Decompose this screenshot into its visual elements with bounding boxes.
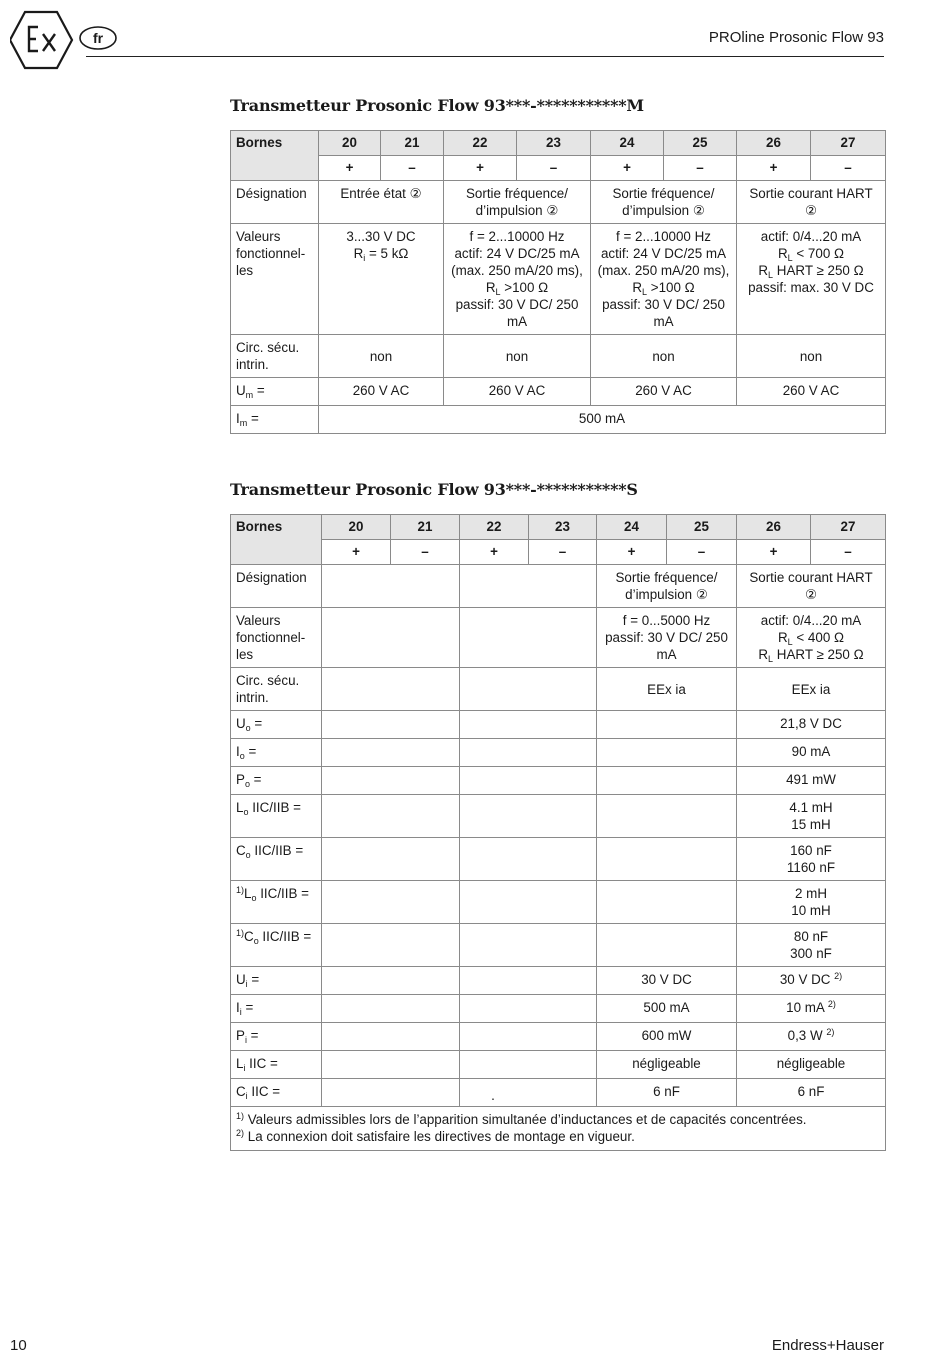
- empty-cell: [460, 1051, 597, 1079]
- table-s: [230, 514, 886, 1151]
- circ-label: Circ. sécu. intrin.: [231, 668, 322, 711]
- parameter-row: [231, 767, 886, 795]
- empty-cell: [460, 565, 597, 608]
- bornes-label: Bornes: [231, 515, 322, 565]
- parameter-value-24: [597, 838, 737, 881]
- designation-cell: Sortie fréquence/ d’impulsion ②: [444, 181, 591, 224]
- designation-row: [231, 181, 886, 224]
- brand-name: Endress+Hauser: [771, 1337, 884, 1354]
- terminal-22: 22: [460, 515, 529, 540]
- parameter-value-26: négligeable: [737, 1051, 886, 1079]
- empty-cell: [460, 608, 597, 668]
- parameter-row: [231, 995, 886, 1023]
- terminal-21: 21: [391, 515, 460, 540]
- empty-cell: [322, 711, 460, 739]
- designation-row: [231, 565, 886, 608]
- terminal-27: 27: [811, 131, 886, 156]
- empty-cell: [322, 838, 460, 881]
- circ-cell: EEx ia: [737, 668, 886, 711]
- parameter-value-24: [597, 767, 737, 795]
- table-m: [230, 130, 886, 434]
- parameter-label: $I_o$ =: [231, 739, 322, 767]
- terminal-26: 26: [737, 515, 811, 540]
- parameter-value-24: [597, 881, 737, 924]
- empty-cell: [322, 608, 460, 668]
- footnote-mark: 1): [236, 1111, 245, 1121]
- parameter-value-26: 2 mH 10 mH: [737, 881, 886, 924]
- valeurs-label: Valeurs fonctionnel- les: [231, 608, 322, 668]
- parameter-row: [231, 838, 886, 881]
- im-cell: 500 mA: [319, 406, 886, 434]
- designation-cell: Sortie courant HART ②: [737, 565, 886, 608]
- um-cell: 260 V AC: [444, 378, 591, 406]
- parameter-value-24: [597, 711, 737, 739]
- empty-cell: [322, 668, 460, 711]
- empty-cell: [460, 767, 597, 795]
- polarity-sign: +: [737, 540, 811, 565]
- designation-cell: Sortie fréquence/ d’impulsion ②: [597, 565, 737, 608]
- section-m-title: Transmetteur Prosonic Flow 93***-***********M: [230, 96, 644, 115]
- parameter-label: $L_o$ IIC/IIB =: [231, 795, 322, 838]
- empty-cell: [460, 967, 597, 995]
- um-cell: 260 V AC: [319, 378, 444, 406]
- parameter-value-24: 600 mW: [597, 1023, 737, 1051]
- valeurs-cell: f = 2...10000 Hz actif: 24 V DC/25 mA (max. 250 mA/20 ms), $R_L >100$ Ω passif: 30 V DC/ 250 mA: [444, 224, 591, 335]
- stray-dot: .: [491, 1088, 495, 1103]
- parameter-label: $L_i$ IIC =: [231, 1051, 322, 1079]
- valeurs-row: [231, 608, 886, 668]
- parameter-label: $C_i$ IIC =: [231, 1079, 322, 1107]
- polarity-sign: +: [737, 156, 811, 181]
- designation-cell: Sortie courant HART ②: [737, 181, 886, 224]
- empty-cell: [322, 881, 460, 924]
- empty-cell: [460, 995, 597, 1023]
- parameter-value-26: 90 mA: [737, 739, 886, 767]
- polarity-sign: –: [381, 156, 444, 181]
- parameter-label: $I_i$ =: [231, 995, 322, 1023]
- footnotes-row: [231, 1107, 886, 1151]
- circ-cell: non: [591, 335, 737, 378]
- terminal-20: 20: [319, 131, 381, 156]
- parameter-value-26: 160 nF 1160 nF: [737, 838, 886, 881]
- circ-cell: non: [444, 335, 591, 378]
- polarity-sign: –: [667, 540, 737, 565]
- parameter-value-26: 30 V DC $^{2)}$: [737, 967, 886, 995]
- footnote-text: Valeurs admissibles lors de l’apparition simultanée d’inductances et de capacités concentrées.: [247, 1112, 807, 1127]
- polarity-sign: –: [517, 156, 591, 181]
- parameter-row: [231, 1051, 886, 1079]
- circ-row: [231, 668, 886, 711]
- empty-cell: [322, 1051, 460, 1079]
- parameter-rows: [231, 711, 886, 1107]
- terminal-20: 20: [322, 515, 391, 540]
- parameter-value-24: [597, 795, 737, 838]
- valeurs-row: [231, 224, 886, 335]
- polarity-row: [231, 540, 886, 565]
- um-row: [231, 378, 886, 406]
- um-cell: 260 V AC: [591, 378, 737, 406]
- terminal-23: 23: [529, 515, 597, 540]
- terminal-25: 25: [667, 515, 737, 540]
- valeurs-cell: actif: 0/4...20 mA $R_L < 700$ Ω $R_L$ HART ≥ 250 Ω passif: max. 30 V DC: [737, 224, 886, 335]
- parameter-label: $U_o$ =: [231, 711, 322, 739]
- designation-cell: Sortie fréquence/ d’impulsion ②: [591, 181, 737, 224]
- parameter-row: [231, 795, 886, 838]
- polarity-sign: –: [664, 156, 737, 181]
- header-title: PROline Prosonic Flow 93: [708, 29, 884, 46]
- ex-logo-text: Ex: [41, 56, 43, 57]
- empty-cell: [460, 881, 597, 924]
- empty-cell: [322, 1079, 460, 1107]
- polarity-sign: +: [591, 156, 664, 181]
- um-cell: 260 V AC: [737, 378, 886, 406]
- terminal-24: 24: [597, 515, 667, 540]
- valeurs-label: Valeurs fonctionnel- les: [231, 224, 319, 335]
- empty-cell: [322, 795, 460, 838]
- ex-logo: [10, 10, 120, 75]
- section-s-title: Transmetteur Prosonic Flow 93***-***********S: [230, 480, 638, 499]
- bornes-row: [231, 131, 886, 156]
- empty-cell: [460, 668, 597, 711]
- parameter-value-24: 6 nF: [597, 1079, 737, 1107]
- bornes-row: [231, 515, 886, 540]
- parameter-label: $P_i$ =: [231, 1023, 322, 1051]
- designation-cell: Entrée état ②: [319, 181, 444, 224]
- empty-cell: [460, 711, 597, 739]
- designation-label: Désignation: [231, 565, 322, 608]
- valeurs-cell: 3...30 V DC $R_i = 5$ kΩ: [319, 224, 444, 335]
- im-label: $I_m$ =: [231, 406, 319, 434]
- parameter-value-24: 500 mA: [597, 995, 737, 1023]
- parameter-label: $U_i$ =: [231, 967, 322, 995]
- designation-label: Désignation: [231, 181, 319, 224]
- parameter-value-26: 4.1 mH 15 mH: [737, 795, 886, 838]
- parameter-value-26: 0,3 W $^{2)}$: [737, 1023, 886, 1051]
- valeurs-cell: actif: 0/4...20 mA $R_L < 400$ Ω $R_L$ HART ≥ 250 Ω: [737, 608, 886, 668]
- empty-cell: [460, 1079, 597, 1107]
- empty-cell: [322, 1023, 460, 1051]
- circ-row: [231, 335, 886, 378]
- polarity-sign: –: [529, 540, 597, 565]
- empty-cell: [460, 924, 597, 967]
- parameter-value-24: [597, 739, 737, 767]
- footnote: [236, 1128, 880, 1145]
- parameter-row: [231, 1079, 886, 1107]
- footnote: [236, 1111, 880, 1128]
- parameter-label: $P_o$ =: [231, 767, 322, 795]
- empty-cell: [460, 1023, 597, 1051]
- circ-cell: non: [319, 335, 444, 378]
- parameter-value-24: 30 V DC: [597, 967, 737, 995]
- parameter-value-26: 6 nF: [737, 1079, 886, 1107]
- empty-cell: [322, 739, 460, 767]
- footnote-mark: 2): [236, 1128, 245, 1138]
- polarity-sign: +: [444, 156, 517, 181]
- parameter-row: [231, 711, 886, 739]
- polarity-sign: +: [597, 540, 667, 565]
- parameter-row: [231, 739, 886, 767]
- parameter-row: [231, 1023, 886, 1051]
- footnote-text: La connexion doit satisfaire les directives de montage en vigueur.: [247, 1129, 635, 1144]
- parameter-value-24: [597, 924, 737, 967]
- circ-label: Circ. sécu. intrin.: [231, 335, 319, 378]
- circ-cell: non: [737, 335, 886, 378]
- valeurs-cell: f = 2...10000 Hz actif: 24 V DC/25 mA (max. 250 mA/20 ms), $R_L >100$ Ω passif: 30 V DC/ 250 mA: [591, 224, 737, 335]
- empty-cell: [460, 795, 597, 838]
- parameter-value-26: 491 mW: [737, 767, 886, 795]
- polarity-row: [231, 156, 886, 181]
- parameter-value-26: 21,8 V DC: [737, 711, 886, 739]
- parameter-label: $^{1)}C_o$ IIC/IIB =: [231, 924, 322, 967]
- header-divider: [86, 56, 884, 57]
- polarity-sign: +: [460, 540, 529, 565]
- polarity-sign: +: [319, 156, 381, 181]
- parameter-row: [231, 924, 886, 967]
- page-number: 10: [10, 1337, 27, 1354]
- parameter-label: $C_o$ IIC/IIB =: [231, 838, 322, 881]
- terminal-25: 25: [664, 131, 737, 156]
- bornes-label: Bornes: [231, 131, 319, 181]
- polarity-sign: –: [811, 156, 886, 181]
- im-row: [231, 406, 886, 434]
- terminal-21: 21: [381, 131, 444, 156]
- terminal-26: 26: [737, 131, 811, 156]
- um-label: $U_m$ =: [231, 378, 319, 406]
- empty-cell: [322, 565, 460, 608]
- empty-cell: [460, 838, 597, 881]
- footnotes-cell: [231, 1107, 886, 1151]
- parameter-row: [231, 881, 886, 924]
- circ-cell: EEx ia: [597, 668, 737, 711]
- lang-badge: fr: [92, 30, 104, 46]
- polarity-sign: +: [322, 540, 391, 565]
- parameter-row: [231, 967, 886, 995]
- empty-cell: [322, 967, 460, 995]
- polarity-sign: –: [811, 540, 886, 565]
- polarity-sign: –: [391, 540, 460, 565]
- parameter-value-24: négligeable: [597, 1051, 737, 1079]
- terminal-23: 23: [517, 131, 591, 156]
- empty-cell: [322, 767, 460, 795]
- empty-cell: [460, 739, 597, 767]
- terminal-22: 22: [444, 131, 517, 156]
- empty-cell: [322, 924, 460, 967]
- parameter-label: $^{1)}L_o$ IIC/IIB =: [231, 881, 322, 924]
- terminal-27: 27: [811, 515, 886, 540]
- parameter-value-26: 80 nF 300 nF: [737, 924, 886, 967]
- terminal-24: 24: [591, 131, 664, 156]
- valeurs-cell: f = 0...5000 Hz passif: 30 V DC/ 250 mA: [597, 608, 737, 668]
- empty-cell: [322, 995, 460, 1023]
- parameter-value-26: 10 mA $^{2)}$: [737, 995, 886, 1023]
